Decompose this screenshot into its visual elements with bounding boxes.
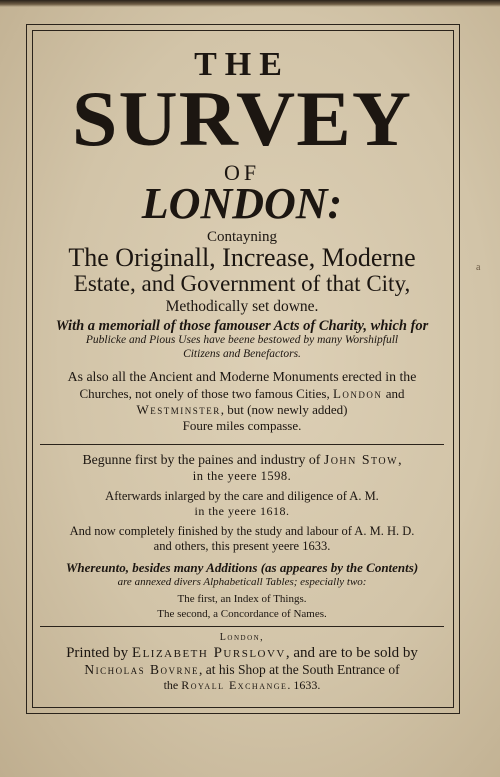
additions-line-1: Whereunto, besides many Additions (as appeares by the Contents) [65, 560, 419, 575]
seller-name: Nicholas Bovrne [84, 662, 200, 677]
divider-rule [40, 444, 444, 445]
memorial-line-3: Citizens and Benefactors. [183, 348, 301, 360]
imprint-year: . 1633. [287, 678, 321, 692]
divider-rule [40, 626, 444, 627]
finished-line-2: and others, this present yeere 1633. [153, 539, 331, 553]
subtitle-line-2: Estate, and Government of that City, [73, 271, 411, 296]
shop-location: , at his Shop at the South Entrance of [199, 662, 400, 677]
imprint-place: London, [219, 632, 265, 643]
page-edge [0, 0, 500, 7]
subtitle-containing: Contayning [207, 229, 277, 245]
subtitle-line-3: Methodically set downe. [165, 298, 319, 315]
printed-by: Printed by [66, 645, 129, 661]
author-name: John Stow [323, 452, 399, 467]
memorial-line-1: With a memoriall of those famouser Acts of Charity, which for [55, 318, 429, 334]
subtitle-line-1: The Originall, Increase, Moderne [68, 243, 416, 272]
title-of: OF [223, 160, 261, 185]
imprint-seller-line [34, 662, 450, 678]
monuments-line-3-text: , but (now newly added) [220, 402, 348, 417]
monuments-line-2-text: Churches, not onely of those two famous Cities, [79, 386, 330, 401]
printer-name: Elizabeth Purslovv [131, 645, 286, 661]
monuments-line-3 [34, 402, 450, 418]
index-of-things: The first, an Index of Things. [177, 593, 307, 605]
title-the: THE [194, 46, 290, 83]
begun-year: in the yeere 1598. [192, 469, 292, 483]
begun-text: Begunne first by the paines and industry of [82, 452, 321, 467]
finished-line-1: And now completely finished by the study and labour of A. M. H. D. [69, 524, 415, 538]
additions-line-2: are annexed divers Alphabeticall Tables; especially two: [117, 576, 367, 588]
margin-mark: a [476, 262, 481, 273]
begun-line [34, 452, 450, 468]
imprint-the: the [163, 678, 179, 692]
monuments-and: and [385, 386, 405, 401]
royal-exchange: Royall Exchange [181, 678, 288, 692]
memorial-line-2: Publicke and Pious Uses have beene bestowed by many Worshipfull [85, 334, 399, 346]
title-page-text [34, 32, 450, 704]
afterwards-line: Afterwards inlarged by the care and diligence of A. M. [105, 489, 379, 503]
city-london: London [332, 386, 383, 401]
title-london: LONDON: [141, 179, 343, 228]
begun-suffix: , [398, 452, 402, 467]
sold-by: , and are to be sold by [285, 645, 418, 661]
monuments-line-4: Foure miles compasse. [182, 418, 302, 433]
afterwards-year: in the yeere 1618. [194, 504, 290, 518]
concordance-of-names: The second, a Concordance of Names. [157, 608, 327, 620]
city-westminster: Westminster [136, 402, 221, 417]
monuments-line-2 [34, 386, 450, 402]
title-survey: SURVEY [71, 75, 413, 162]
imprint-exchange-line [34, 678, 450, 693]
monuments-line-1: As also all the Ancient and Moderne Monuments erected in the [67, 369, 417, 384]
imprint-printer-line [34, 645, 450, 662]
